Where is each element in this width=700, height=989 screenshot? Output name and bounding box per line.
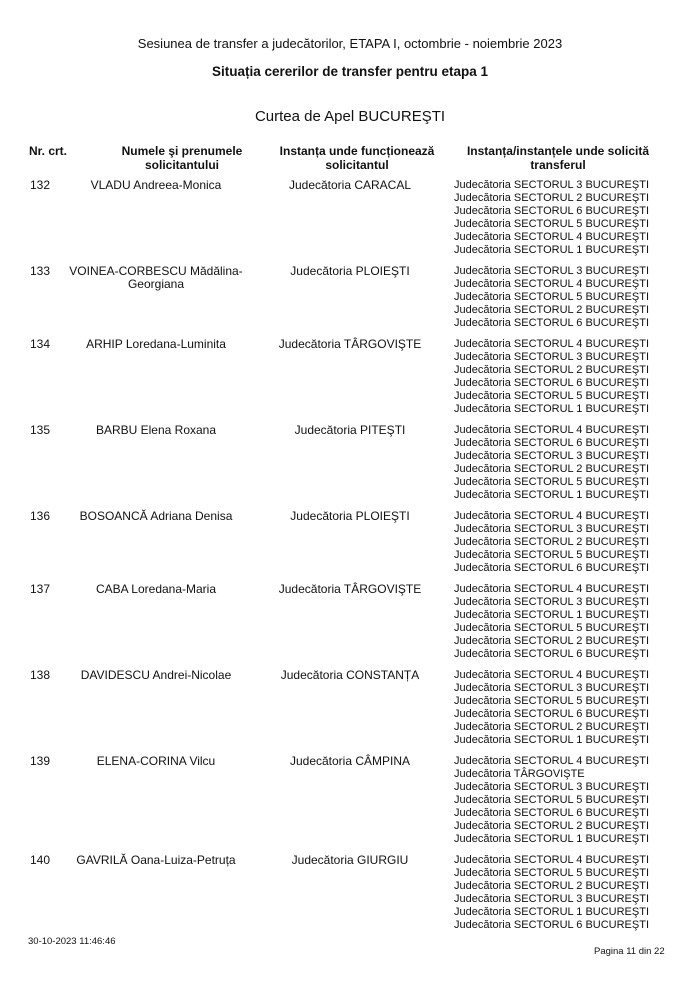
- row-number: 133: [30, 264, 51, 278]
- current-institution: Judecătoria TÂRGOVIŞTE: [278, 582, 422, 596]
- applicant-name: DAVIDESCU Andrei-Nicolae: [80, 668, 232, 682]
- requested-institution: Judecătoria SECTORUL 3 BUCUREŞTI: [454, 596, 650, 608]
- requested-institution: Judecătoria SECTORUL 5 BUCUREŞTI: [454, 695, 650, 707]
- requested-institution: Judecătoria SECTORUL 4 BUCUREŞTI: [454, 424, 650, 436]
- requested-institution: Judecătoria SECTORUL 3 BUCUREŞTI: [454, 682, 650, 694]
- requested-institution: Judecătoria SECTORUL 3 BUCUREŞTI: [454, 893, 650, 905]
- current-institution: Judecătoria CÂMPINA: [289, 754, 411, 768]
- table-row: [0, 669, 700, 747]
- requested-institution: Judecătoria SECTORUL 4 BUCUREŞTI: [454, 854, 650, 866]
- row-number: 139: [30, 754, 51, 768]
- requested-institution: Judecătoria SECTORUL 3 BUCUREŞTI: [454, 781, 650, 793]
- requested-institution: Judecătoria SECTORUL 2 BUCUREŞTI: [454, 364, 650, 376]
- table-row: [0, 179, 700, 257]
- requested-institutions: [438, 854, 668, 932]
- requested-institution: Judecătoria SECTORUL 1 BUCUREŞTI: [454, 403, 650, 415]
- page-title: Situația cererilor de transfer pentru etapa 1: [211, 64, 489, 79]
- current-institution: Judecătoria PITEŞTI: [294, 423, 406, 437]
- requested-institution: Judecătoria SECTORUL 6 BUCUREŞTI: [454, 562, 650, 574]
- current-institution: Judecătoria CARACAL: [288, 178, 412, 192]
- requested-institution: Judecătoria SECTORUL 5 BUCUREŞTI: [454, 218, 650, 230]
- requested-institution: Judecătoria SECTORUL 5 BUCUREŞTI: [454, 867, 650, 879]
- table-row: [0, 338, 700, 416]
- requested-institution: Judecătoria SECTORUL 1 BUCUREŞTI: [454, 734, 650, 746]
- requested-institution: Judecătoria SECTORUL 6 BUCUREŞTI: [454, 807, 650, 819]
- requested-institution: Judecătoria SECTORUL 4 BUCUREŞTI: [454, 338, 650, 350]
- applicant-name: BOSOANCĂ Adriana Denisa: [79, 509, 233, 523]
- requested-institution: Judecătoria SECTORUL 1 BUCUREŞTI: [454, 489, 650, 501]
- requested-institution: Judecătoria SECTORUL 5 BUCUREŞTI: [454, 476, 650, 488]
- session-heading: Sesiunea de transfer a judecătorilor, ETAPA I, octombrie - noiembrie 2023: [137, 36, 563, 51]
- requested-institution: Judecătoria SECTORUL 4 BUCUREŞTI: [454, 669, 650, 681]
- row-number: 135: [30, 423, 51, 437]
- table-row: [0, 510, 700, 575]
- requested-institution: Judecătoria SECTORUL 4 BUCUREŞTI: [454, 510, 650, 522]
- requested-institution: Judecătoria SECTORUL 5 BUCUREŞTI: [454, 291, 650, 303]
- requested-institution: Judecătoria SECTORUL 4 BUCUREŞTI: [454, 278, 650, 290]
- requested-institutions: [438, 755, 668, 846]
- requested-institution: Judecătoria SECTORUL 5 BUCUREŞTI: [454, 549, 650, 561]
- requested-institution: Judecătoria SECTORUL 6 BUCUREŞTI: [454, 377, 650, 389]
- row-number: 132: [30, 178, 51, 192]
- requested-institutions: [438, 265, 668, 330]
- requested-institution: Judecătoria SECTORUL 5 BUCUREŞTI: [454, 390, 650, 402]
- requested-institution: Judecătoria SECTORUL 2 BUCUREŞTI: [454, 880, 650, 892]
- requested-institution: Judecătoria TÂRGOVIŞTE: [454, 768, 585, 780]
- requested-institution: Judecătoria SECTORUL 6 BUCUREŞTI: [454, 919, 650, 931]
- current-institution: Judecătoria TÂRGOVIŞTE: [278, 337, 422, 351]
- requested-institution: Judecătoria SECTORUL 6 BUCUREŞTI: [454, 437, 650, 449]
- column-header-name: Numele şi prenumele solicitantului: [121, 144, 243, 172]
- applicant-name: VOINEA-CORBESCU Mădălina-Georgiana: [69, 264, 243, 291]
- table-row: [0, 854, 700, 932]
- row-number: 138: [30, 668, 51, 682]
- requested-institution: Judecătoria SECTORUL 4 BUCUREŞTI: [454, 231, 650, 243]
- applicant-name: GAVRILĂ Oana-Luiza-Petruța: [76, 853, 236, 867]
- column-header-nr: Nr. crt.: [28, 144, 67, 158]
- applicant-name: BARBU Elena Roxana: [95, 423, 217, 437]
- current-institution: Judecătoria CONSTANȚA: [280, 668, 420, 682]
- current-institution: Judecătoria GIURGIU: [291, 853, 409, 867]
- table-row: [0, 424, 700, 502]
- requested-institution: Judecătoria SECTORUL 4 BUCUREŞTI: [454, 583, 650, 595]
- requested-institution: Judecătoria SECTORUL 2 BUCUREŞTI: [454, 820, 650, 832]
- requested-institution: Judecătoria SECTORUL 6 BUCUREŞTI: [454, 648, 650, 660]
- requested-institution: Judecătoria SECTORUL 5 BUCUREŞTI: [454, 794, 650, 806]
- footer-timestamp: 30-10-2023 11:46:46: [28, 936, 116, 947]
- requested-institution: Judecătoria SECTORUL 2 BUCUREŞTI: [454, 721, 650, 733]
- requested-institution: Judecătoria SECTORUL 1 BUCUREŞTI: [454, 906, 650, 918]
- court-heading: Curtea de Apel BUCUREŞTI: [254, 108, 446, 125]
- current-institution: Judecătoria PLOIEŞTI: [290, 509, 410, 523]
- row-number: 137: [30, 582, 51, 596]
- requested-institution: Judecătoria SECTORUL 1 BUCUREŞTI: [454, 833, 650, 845]
- requested-institution: Judecătoria SECTORUL 2 BUCUREŞTI: [454, 304, 650, 316]
- requested-institution: Judecătoria SECTORUL 3 BUCUREŞTI: [454, 351, 650, 363]
- table-row: [0, 755, 700, 846]
- requested-institutions: [438, 179, 668, 257]
- requested-institution: Judecătoria SECTORUL 6 BUCUREŞTI: [454, 708, 650, 720]
- requested-institution: Judecătoria SECTORUL 3 BUCUREŞTI: [454, 179, 650, 191]
- transfer-requests-table: [0, 179, 700, 940]
- footer-page-number: Pagina 11 din 22: [594, 946, 665, 957]
- requested-institution: Judecătoria SECTORUL 2 BUCUREŞTI: [454, 192, 650, 204]
- requested-institution: Judecătoria SECTORUL 6 BUCUREŞTI: [454, 205, 650, 217]
- column-header-institution: Instanța unde funcționează solicitantul: [279, 144, 435, 172]
- row-number: 136: [30, 509, 51, 523]
- column-header-requested: Instanța/instanțele unde solicită transferul: [466, 144, 650, 172]
- requested-institutions: [438, 583, 668, 661]
- applicant-name: ARHIP Loredana-Luminita: [86, 337, 226, 351]
- row-number: 140: [30, 853, 51, 867]
- requested-institutions: [438, 510, 668, 575]
- requested-institution: Judecătoria SECTORUL 6 BUCUREŞTI: [454, 317, 650, 329]
- requested-institution: Judecătoria SECTORUL 3 BUCUREŞTI: [454, 450, 650, 462]
- requested-institutions: [438, 424, 668, 502]
- requested-institution: Judecătoria SECTORUL 3 BUCUREŞTI: [454, 523, 650, 535]
- requested-institution: Judecătoria SECTORUL 3 BUCUREŞTI: [454, 265, 650, 277]
- requested-institution: Judecătoria SECTORUL 1 BUCUREŞTI: [454, 609, 650, 621]
- table-row: [0, 265, 700, 330]
- requested-institution: Judecătoria SECTORUL 4 BUCUREŞTI: [454, 755, 650, 767]
- requested-institution: Judecătoria SECTORUL 2 BUCUREŞTI: [454, 463, 650, 475]
- requested-institution: Judecătoria SECTORUL 2 BUCUREŞTI: [454, 536, 650, 548]
- row-number: 134: [30, 337, 51, 351]
- applicant-name: CABA Loredana-Maria: [95, 582, 217, 596]
- current-institution: Judecătoria PLOIEŞTI: [290, 264, 410, 278]
- requested-institution: Judecătoria SECTORUL 1 BUCUREŞTI: [454, 244, 650, 256]
- applicant-name: VLADU Andreea-Monica: [90, 178, 222, 192]
- applicant-name: ELENA-CORINA Vilcu: [96, 754, 216, 768]
- requested-institutions: [438, 338, 668, 416]
- table-row: [0, 583, 700, 661]
- requested-institutions: [438, 669, 668, 747]
- requested-institution: Judecătoria SECTORUL 5 BUCUREŞTI: [454, 622, 650, 634]
- requested-institution: Judecătoria SECTORUL 2 BUCUREŞTI: [454, 635, 650, 647]
